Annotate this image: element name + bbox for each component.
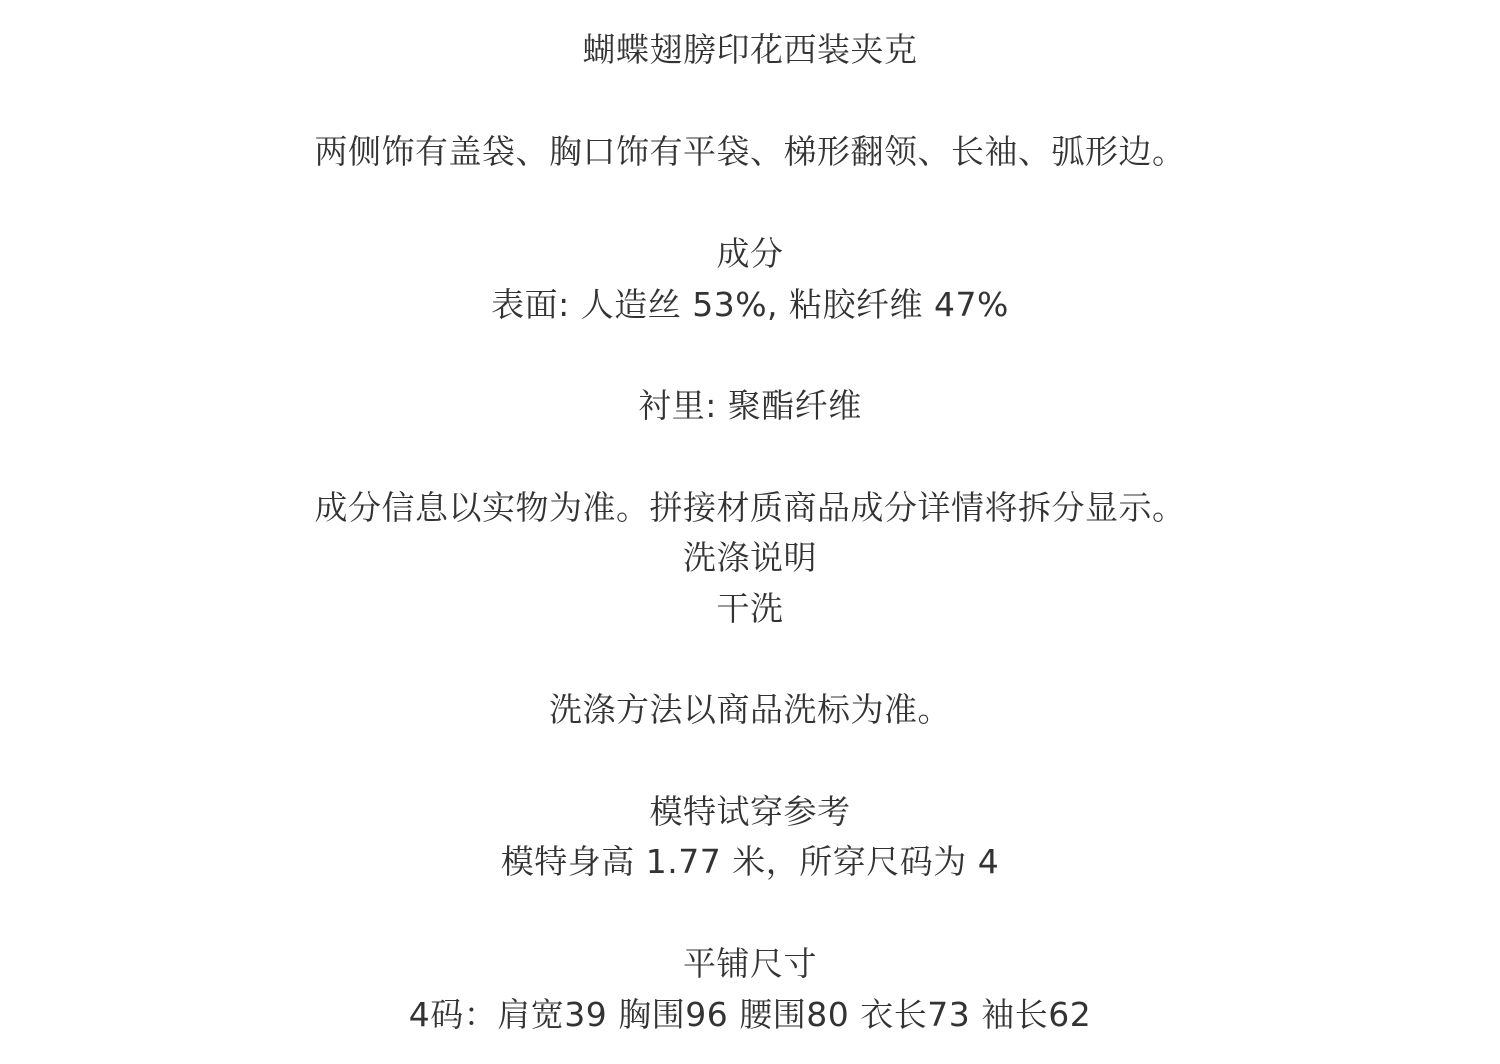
care-heading: 洗涤说明 [683, 538, 817, 577]
composition-heading: 成分 [716, 234, 784, 273]
measurements-heading: 平铺尺寸 [683, 944, 817, 983]
composition-lining: 衬里: 聚酯纤维 [638, 386, 862, 425]
measurements-size-4: 4码：肩宽39 胸围96 腰围80 衣长73 袖长62 [408, 995, 1092, 1034]
model-info: 模特身高 1.77 米，所穿尺码为 4 [500, 842, 1000, 881]
composition-outer: 表面: 人造丝 53%, 粘胶纤维 47% [491, 285, 1009, 324]
care-note: 洗涤方法以商品洗标为准。 [549, 690, 951, 729]
care-method: 干洗 [716, 589, 784, 628]
composition-note: 成分信息以实物为准。拼接材质商品成分详情将拆分显示。 [314, 488, 1186, 527]
product-description: 两侧饰有盖袋、胸口饰有平袋、梯形翻领、长袖、弧形边。 [314, 132, 1186, 171]
model-heading: 模特试穿参考 [649, 792, 851, 831]
product-title: 蝴蝶翅膀印花西装夹克 [582, 30, 918, 69]
